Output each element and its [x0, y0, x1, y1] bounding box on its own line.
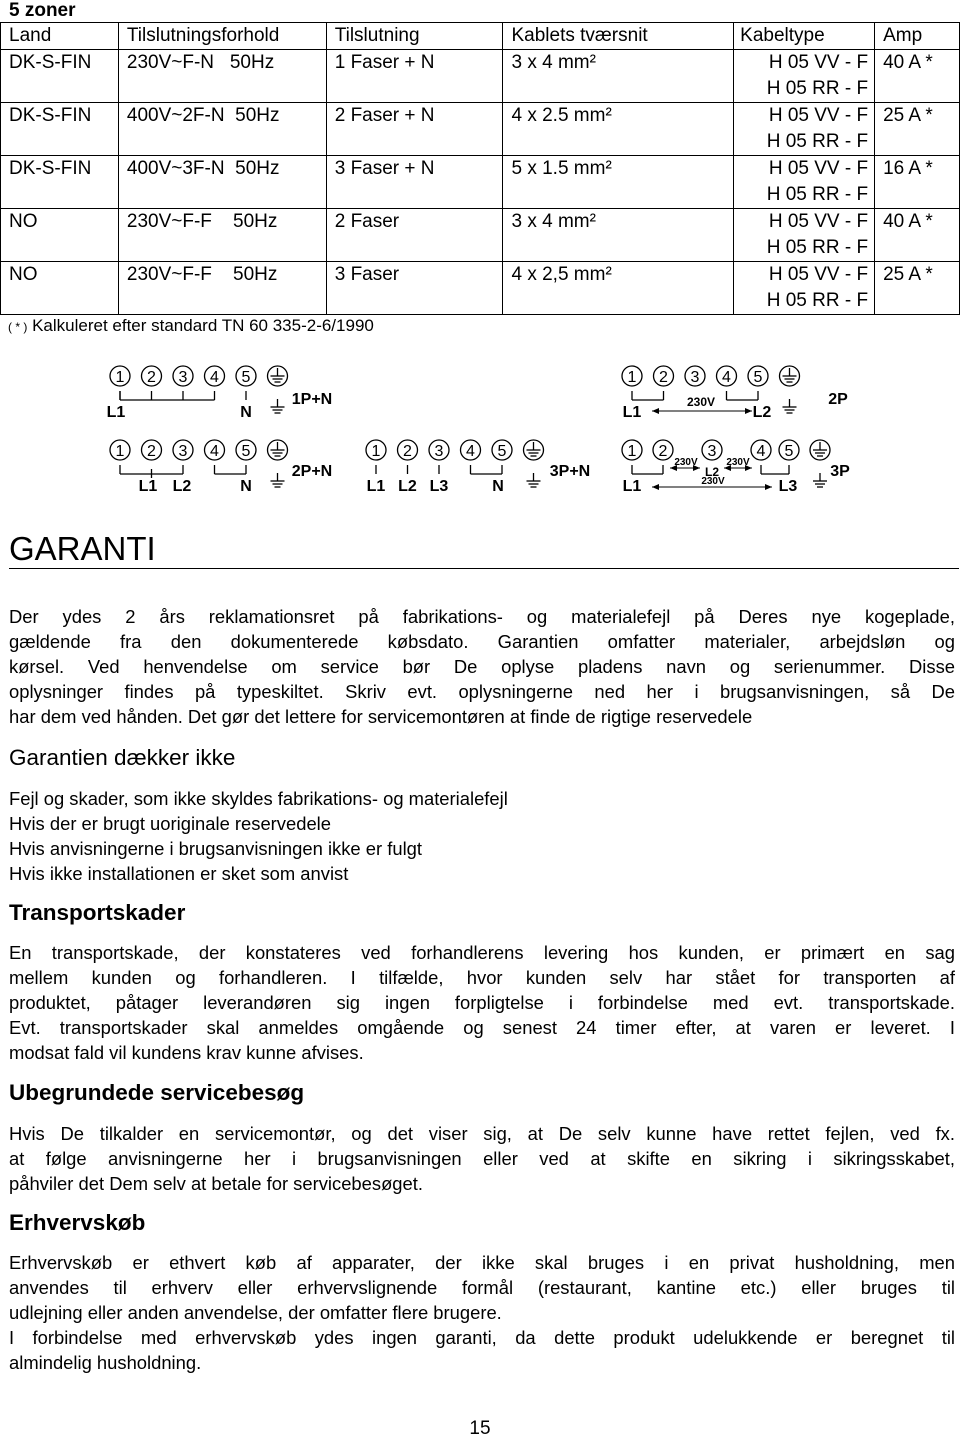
- terminal-label: 1: [371, 443, 381, 460]
- terminal-label: 3: [434, 443, 444, 460]
- text-line: har dem ved hånden. Det gør det lettere for servicemontøren at finde de rigtige reservedele: [9, 706, 753, 727]
- label-230v: 230V: [726, 457, 750, 468]
- cell-tvaersnit: 3 x 4 mm²: [503, 209, 734, 262]
- terminal-label: 5: [241, 369, 251, 386]
- cell-tilslutning: 3 Faser: [326, 262, 503, 315]
- cell-amp: 25 A *: [875, 103, 960, 156]
- kabeltype-line: H 05 RR - F: [766, 78, 869, 99]
- label-l1: L1: [366, 478, 386, 495]
- terminal-label: 2: [403, 443, 412, 460]
- terminal-label: 4: [210, 369, 219, 386]
- cell-land: NO: [1, 209, 119, 262]
- header-cell: Land: [1, 23, 119, 50]
- label-2pn: 2P+N: [291, 463, 333, 480]
- transport-paragraph: [9, 940, 955, 1065]
- cell-amp: 40 A *: [875, 50, 960, 103]
- header-cell: Kablets tværsnit: [503, 23, 734, 50]
- kabeltype-line: H 05 RR - F: [766, 131, 869, 152]
- cell-amp: 25 A *: [875, 262, 960, 315]
- erhverv-paragraph: [9, 1250, 955, 1375]
- ubegrundede-paragraph: [9, 1121, 955, 1196]
- header-cell: Tilslutning: [326, 23, 503, 50]
- wiring-diagrams: [0, 350, 960, 510]
- label-l2: L2: [752, 404, 772, 421]
- cell-land: NO: [1, 262, 119, 315]
- label-3p: 3P: [830, 463, 850, 480]
- cell-kabeltype: [734, 156, 875, 209]
- table-footnote: [8, 313, 374, 340]
- text-line: anvendes til erhverv eller erhvervslignende formål (restaurant, kantine etc.) eller bruges til: [9, 1277, 955, 1298]
- text-line: modsat fald vil kundens krav kunne afvises.: [9, 1042, 364, 1063]
- label-l2: L2: [398, 478, 417, 495]
- label-l3: L3: [778, 478, 798, 495]
- text-line: almindelig husholdning.: [9, 1352, 202, 1373]
- arrow-230v-head: [652, 408, 659, 414]
- kabeltype-line: H 05 RR - F: [766, 184, 869, 205]
- cell-land: DK-S-FIN: [1, 156, 119, 209]
- label-230v: 230V: [701, 476, 725, 487]
- table-row: [1, 156, 960, 209]
- header-cell: Kabeltype: [734, 23, 875, 50]
- text-line: at følge anvisningerne her i brugsanvisningen eller ved at skifte en sikring i sikringsskabet,: [9, 1148, 955, 1169]
- cell-kabeltype: [734, 103, 875, 156]
- kabeltype-line: H 05 VV - F: [768, 211, 869, 232]
- label-l2: L2: [172, 478, 192, 495]
- cell-tilslutning: 2 Faser: [326, 209, 503, 262]
- cell-tvaersnit: 3 x 4 mm²: [503, 50, 734, 103]
- table-header-row: [1, 23, 960, 50]
- garanti-intro: [9, 604, 955, 729]
- text-line: Der ydes 2 års reklamationsret på fabrikations- og materialefejl på Deres nye kogeplade,: [9, 606, 955, 627]
- cell-land: DK-S-FIN: [1, 50, 119, 103]
- label-230v: 230V: [686, 395, 716, 409]
- label-l2: L2: [704, 465, 720, 479]
- cell-tilslutning: 3 Faser + N: [326, 156, 503, 209]
- terminal-label: 1: [115, 369, 125, 386]
- terminal-label: 4: [756, 443, 766, 460]
- label-n: N: [240, 404, 252, 421]
- table-row: [1, 50, 960, 103]
- terminal-label: 5: [784, 443, 794, 460]
- heading-erhvervskob: Erhvervskøb: [9, 1210, 146, 1235]
- cell-tvaersnit: 4 x 2.5 mm²: [503, 103, 734, 156]
- kabeltype-line: H 05 VV - F: [768, 264, 869, 285]
- terminal-label: 5: [497, 443, 507, 460]
- arrow-230v-head: [652, 484, 659, 490]
- text-line: udlejning eller anden anvendelse, der omfatter flere brugere.: [9, 1302, 502, 1323]
- list-item: Hvis anvisningerne i brugsanvisningen ikke er fulgt: [9, 838, 422, 859]
- cell-tvaersnit: 4 x 2,5 mm²: [503, 262, 734, 315]
- terminal-label: 2: [658, 443, 668, 460]
- header-cell: Tilslutningsforhold: [118, 23, 326, 50]
- cell-land: DK-S-FIN: [1, 103, 119, 156]
- list-item: Hvis der er brugt uoriginale reservedele: [9, 813, 331, 834]
- text-line: gældende fra den dokumenterede købsdato. Garantien omfatter materialer, arbejdsløn og: [9, 631, 955, 652]
- text-line: mellem kunden og forhandleren. I tilfælde, hvor kunden selv har stået for transporten af: [9, 967, 955, 988]
- cell-forhold: 230V~F-F 50Hz: [118, 262, 326, 315]
- page-number: 15: [469, 1418, 491, 1439]
- text-line: Hvis De tilkalder en servicemontør, og det viser sig, at De selv kunne have rettet fejlen, ved fx.: [9, 1123, 955, 1144]
- label-1pn: 1P+N: [291, 391, 333, 408]
- label-l3: L3: [429, 478, 449, 495]
- text-line: I forbindelse med erhvervskøb ydes ingen garanti, da dette produkt udelukkende er beregnet til: [9, 1327, 955, 1348]
- text-line: Evt. transportskader skal anmeldes omgående og senest 24 timer efter, at varen er leveret. I: [9, 1017, 955, 1038]
- label-n: N: [492, 478, 504, 495]
- cell-forhold: 400V~3F-N 50Hz: [118, 156, 326, 209]
- terminal-label: 4: [466, 443, 475, 460]
- kabeltype-line: H 05 RR - F: [766, 290, 869, 311]
- kabeltype-line: H 05 VV - F: [768, 158, 869, 179]
- table-row: [1, 103, 960, 156]
- list-item: Hvis ikke installationen er sket som anvist: [9, 863, 349, 884]
- arrow-230v-head: [745, 408, 752, 414]
- terminal-label: 3: [707, 443, 717, 460]
- table-title: 5 zoner: [9, 0, 76, 21]
- footnote-mark: ( * ): [8, 320, 28, 334]
- header-cell: Amp: [875, 23, 960, 50]
- cell-tvaersnit: 5 x 1.5 mm²: [503, 156, 734, 209]
- list-item: Fejl og skader, som ikke skyldes fabrikations- og materialefejl: [9, 788, 508, 809]
- cell-amp: 16 A *: [875, 156, 960, 209]
- terminal-label: 1: [627, 369, 637, 386]
- cell-forhold: 400V~2F-N 50Hz: [118, 103, 326, 156]
- cell-kabeltype: [734, 262, 875, 315]
- daekker-ikke-list: [9, 786, 955, 886]
- terminal-label: 1: [115, 443, 125, 460]
- cell-forhold: 230V~F-N 50Hz: [118, 50, 326, 103]
- arrow-230v-head: [765, 484, 772, 490]
- label-n: N: [240, 478, 252, 495]
- section-divider: [9, 568, 959, 569]
- terminal-label: 1: [627, 443, 637, 460]
- kabeltype-line: H 05 VV - F: [768, 52, 869, 73]
- table-row: [1, 209, 960, 262]
- label-l1: L1: [622, 478, 642, 495]
- terminal-label: 5: [241, 443, 251, 460]
- text-line: En transportskade, der konstateres ved forhandlerens levering hos kunden, er primært en sag: [9, 942, 955, 963]
- terminal-label: 2: [659, 369, 668, 386]
- garanti-title: GARANTI: [9, 530, 156, 567]
- heading-daekker-ikke: Garantien dækker ikke: [9, 745, 236, 770]
- text-line: påhviler det Dem selv at betale for servicebesøget.: [9, 1173, 423, 1194]
- terminal-label: 5: [753, 369, 763, 386]
- terminal-label: 3: [178, 369, 188, 386]
- terminal-label: 2: [147, 443, 156, 460]
- cell-amp: 40 A *: [875, 209, 960, 262]
- table-row: [1, 262, 960, 315]
- cell-tilslutning: 1 Faser + N: [326, 50, 503, 103]
- terminal-label: 4: [722, 369, 731, 386]
- cell-kabeltype: [734, 50, 875, 103]
- text-line: produktet, påtager leverandøren sig ingen forpligtelse i forbindelse med evt. transportskade.: [9, 992, 955, 1013]
- text-line: kørsel. Ved henvendelse om service bør De oplyse pladens navn og serienummer. Disse: [9, 656, 955, 677]
- label-l1: L1: [138, 478, 158, 495]
- terminal-label: 3: [178, 443, 188, 460]
- cell-tilslutning: 2 Faser + N: [326, 103, 503, 156]
- cell-kabeltype: [734, 209, 875, 262]
- text-line: oplysninger findes på typeskiltet. Skriv evt. oplysningerne ned her i brugsanvisningen, så De: [9, 681, 955, 702]
- terminal-label: 3: [690, 369, 700, 386]
- footnote-text: Kalkuleret efter standard TN 60 335-2-6/1990: [27, 316, 374, 335]
- terminal-label: 4: [210, 443, 219, 460]
- terminal-label: 2: [147, 369, 156, 386]
- label-l1: L1: [106, 404, 126, 421]
- kabeltype-line: H 05 RR - F: [766, 237, 869, 258]
- connection-table: [0, 22, 960, 315]
- cell-forhold: 230V~F-F 50Hz: [118, 209, 326, 262]
- heading-transportskader: Transportskader: [9, 900, 186, 925]
- heading-ubegrundede: Ubegrundede servicebesøg: [9, 1080, 305, 1105]
- label-3pn: 3P+N: [549, 463, 591, 480]
- text-line: Erhvervskøb er ethvert køb af apparater, der ikke skal bruges i en privat husholdning, men: [9, 1252, 955, 1273]
- label-2p: 2P: [828, 391, 848, 408]
- kabeltype-line: H 05 VV - F: [768, 105, 869, 126]
- label-l1: L1: [622, 404, 642, 421]
- label-230v: 230V: [674, 457, 698, 468]
